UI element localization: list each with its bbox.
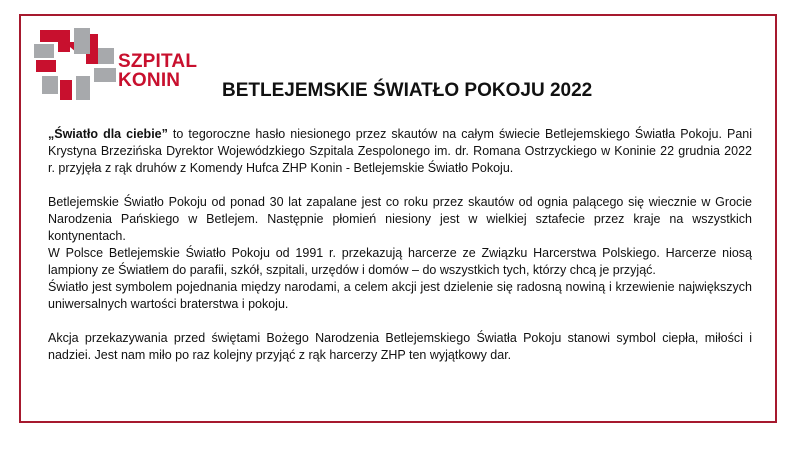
paragraph-1 <box>48 126 752 177</box>
logo-line-1: SZPITAL <box>118 51 198 72</box>
paragraph-3: Akcja przekazywania przed świętami Bożego Narodzenia Betlejemskiego Światła Pokoju stanowi symbol ciepła, miłości i nadziei. Jest nam miło po raz kolejny przyjąć z rąk harcerzy ZHP ten wyjątkowy dar. <box>48 331 752 362</box>
paragraph-2b: W Polsce Betlejemskie Światło Pokoju od 1991 r. przekazują harcerze ze Związku Harcerstwa Polskiego. Harcerze niosą lampiony ze Światłem do parafii, szkół, szpitali, urzędów i domów – do wszystkich tych, którzy chcą je przyjąć. <box>48 246 752 277</box>
hospital-logo <box>30 24 200 104</box>
page-title: BETLEJEMSKIE ŚWIATŁO POKOJU 2022 <box>222 80 593 101</box>
logo-text <box>118 52 197 90</box>
cross-logo-icon <box>30 24 120 104</box>
paragraph-2c: Światło jest symbolem pojednania między narodami, a celem akcji jest dzielenie się radosną nowiną i krzewienie największych uniwersalnych wartości braterstwa i pokoju. <box>48 280 752 311</box>
paragraph-2a: Betlejemskie Światło Pokoju od ponad 30 lat zapalane jest co roku przez skautów od ognia palącego się wiecznie w Grocie Narodzenia Pańskiego w Betlejem. Następnie płomień niesiony jest w wielkiej sztafecie przez kraje na wszystkich kontynentach. <box>48 195 752 243</box>
logo-line-2: KONIN <box>118 70 181 91</box>
paragraph-1-text: to tegoroczne hasło niesionego przez skautów na całym świecie Betlejemskiego Światła Pokoju. Pani Krystyna Brzezińska Dyrektor Wojewódzkiego Szpitala Zespolonego im. dr. Romana Ostrzyckiego w Koninie 22 grudnia 2022 r. przyjęła z rąk druhów z Komendy Hufca ZHP Konin - Betlejemskie Światło Pokoju. <box>48 127 752 175</box>
article-body <box>48 126 752 364</box>
slogan: „Światło dla ciebie” <box>48 127 168 141</box>
